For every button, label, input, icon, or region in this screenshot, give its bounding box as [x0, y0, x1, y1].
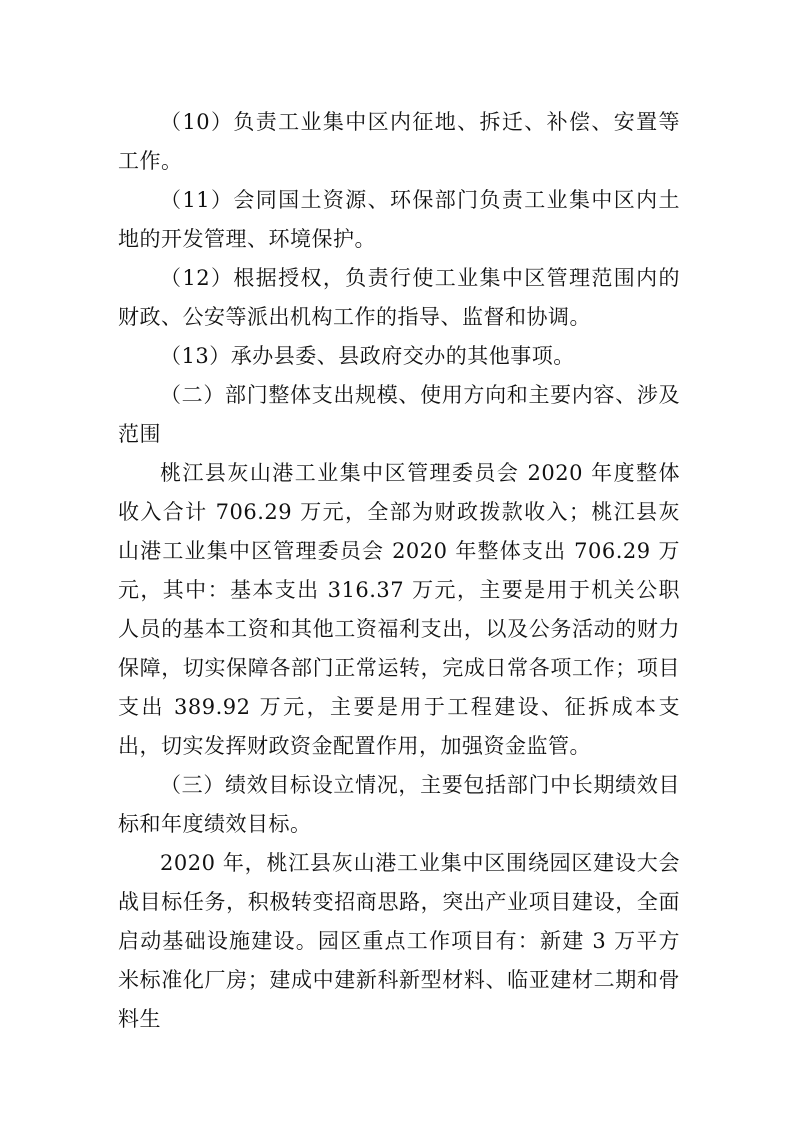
paragraph-duty-10: （10）负责工业集中区内征地、拆迁、补偿、安置等工作。 [118, 110, 680, 173]
document-body [118, 103, 680, 1039]
paragraph-duty-11: （11）会同国土资源、环保部门负责工业集中区内土地的开发管理、环境保护。 [118, 188, 680, 251]
section-heading-3: （三）绩效目标设立情况，主要包括部门中长期绩效目标和年度绩效目标。 [118, 773, 680, 836]
paragraph-duty-13: （13）承办县委、县政府交办的其他事项。 [160, 344, 575, 368]
paragraph-duty-12: （12）根据授权，负责行使工业集中区管理范围内的财政、公安等派出机构工作的指导、监督和协调。 [118, 266, 680, 329]
paragraph-2020-goals: 2020 年，桃江县灰山港工业集中区围绕园区建设大会战目标任务，积极转变招商思路，突出产业项目建设，全面启动基础设施建设。园区重点工作项目有：新建 3 万平方米标准化厂房；建成中建新科新型材料、临亚建材二期和骨料生 [118, 851, 680, 1031]
section-heading-2: （二）部门整体支出规模、使用方向和主要内容、涉及范围 [118, 383, 680, 446]
paragraph-budget-overview: 桃江县灰山港工业集中区管理委员会 2020 年度整体收入合计 706.29 万元，全部为财政拨款收入；桃江县灰山港工业集中区管理委员会 2020 年整体支出 706.29 万元，其中：基本支出 316.37 万元，主要是用于机关公职人员的基本工资和其他工资福利支出，以及公务活动的财力保障，切实保障各部门正常运转，完成日常各项工作；项目支出 389.92 万元，主要是用于工程建设、征拆成本支出，切实发挥财政资金配置作用，加强资金监管。 [118, 461, 680, 758]
